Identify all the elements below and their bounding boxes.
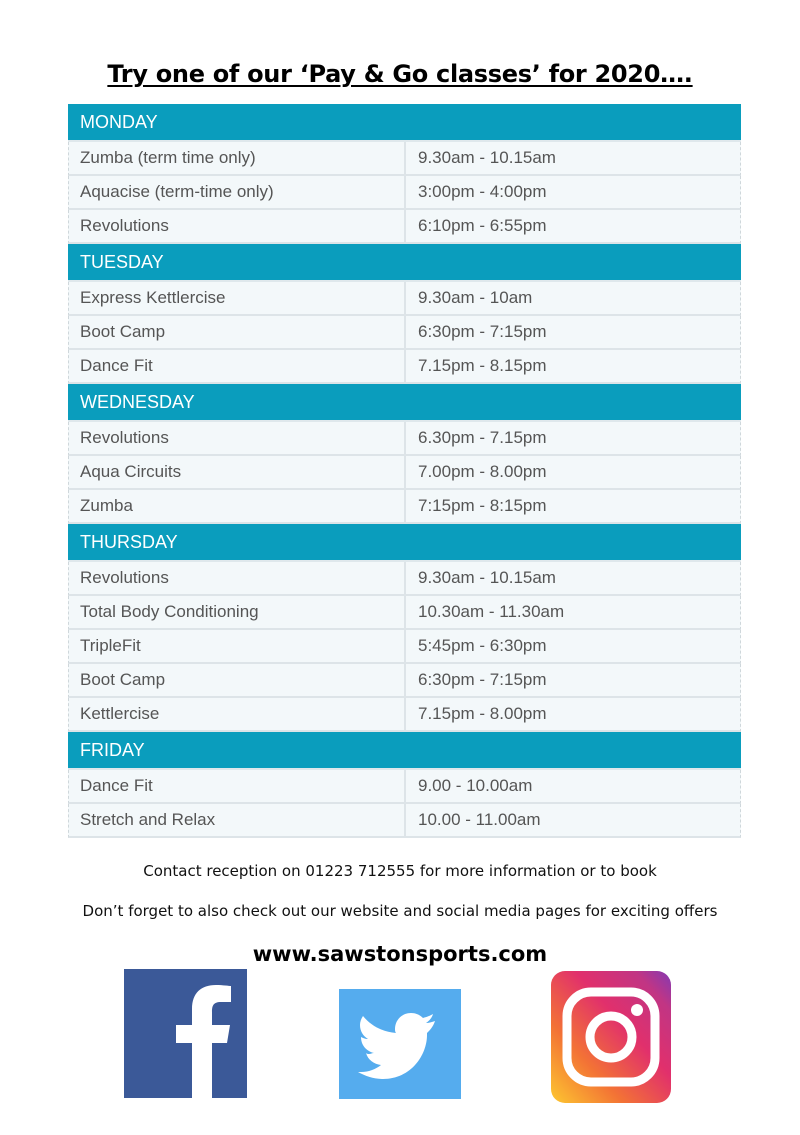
- facebook-icon[interactable]: [124, 969, 247, 1098]
- class-name: Express Kettlercise: [69, 282, 406, 314]
- class-time: 6:10pm - 6:55pm: [418, 216, 547, 235]
- class-row: [68, 664, 741, 698]
- class-time: 6:30pm - 7:15pm: [418, 670, 547, 689]
- class-row: [68, 562, 741, 596]
- class-time: 7.15pm - 8.00pm: [418, 704, 547, 723]
- class-time: 6:30pm - 7:15pm: [418, 322, 547, 341]
- class-row: [68, 316, 741, 350]
- class-row: [68, 698, 741, 732]
- class-time: 9.30am - 10.15am: [418, 568, 556, 587]
- offers-text: Don’t forget to also check out our website and social media pages for exciting offers: [82, 902, 718, 920]
- class-time: 7:15pm - 8:15pm: [418, 496, 547, 515]
- class-row: [68, 630, 741, 664]
- contact-text: Contact reception on 01223 712555 for more information or to book: [143, 862, 657, 880]
- class-row: [68, 490, 741, 524]
- page-title: Try one of our ‘Pay & Go classes’ for 2020….: [107, 60, 693, 88]
- class-name: Kettlercise: [69, 698, 406, 730]
- class-row: [68, 210, 741, 244]
- class-time: 9.00 - 10.00am: [418, 776, 533, 795]
- class-time: 7.15pm - 8.15pm: [418, 356, 547, 375]
- class-row: [68, 350, 741, 384]
- day-header-monday: MONDAY: [68, 104, 741, 142]
- class-name: Stretch and Relax: [69, 804, 406, 836]
- twitter-icon[interactable]: [339, 989, 461, 1099]
- class-time: 6.30pm - 7.15pm: [418, 428, 547, 447]
- class-name: Zumba: [69, 490, 406, 522]
- class-row: [68, 282, 741, 316]
- class-row: [68, 770, 741, 804]
- class-time: 7.00pm - 8.00pm: [418, 462, 547, 481]
- day-header-tuesday: TUESDAY: [68, 244, 741, 282]
- class-row: [68, 176, 741, 210]
- class-time: 9.30am - 10am: [418, 288, 533, 307]
- day-header-wednesday: WEDNESDAY: [68, 384, 741, 422]
- class-name: Dance Fit: [69, 770, 406, 802]
- instagram-icon[interactable]: [551, 971, 671, 1103]
- day-header-friday: FRIDAY: [68, 732, 741, 770]
- class-row: [68, 422, 741, 456]
- class-name: Boot Camp: [69, 664, 406, 696]
- class-time: 10.30am - 11.30am: [418, 602, 565, 621]
- website-link[interactable]: www.sawstonsports.com: [252, 942, 548, 966]
- class-row: [68, 456, 741, 490]
- class-name: Revolutions: [69, 422, 406, 454]
- class-name: Revolutions: [69, 562, 406, 594]
- class-name: Aqua Circuits: [69, 456, 406, 488]
- class-time: 9.30am - 10.15am: [418, 148, 556, 167]
- class-name: Aquacise (term-time only): [69, 176, 406, 208]
- class-row: [68, 142, 741, 176]
- class-row: [68, 804, 741, 838]
- class-time: 3:00pm - 4:00pm: [418, 182, 547, 201]
- class-time: 5:45pm - 6:30pm: [418, 636, 547, 655]
- class-row: [68, 596, 741, 630]
- class-name: Revolutions: [69, 210, 406, 242]
- day-header-thursday: THURSDAY: [68, 524, 741, 562]
- class-name: Total Body Conditioning: [69, 596, 406, 628]
- class-name: Dance Fit: [69, 350, 406, 382]
- class-name: TripleFit: [69, 630, 406, 662]
- class-schedule: [68, 104, 741, 838]
- class-name: Zumba (term time only): [69, 142, 406, 174]
- class-time: 10.00 - 11.00am: [418, 810, 541, 829]
- class-name: Boot Camp: [69, 316, 406, 348]
